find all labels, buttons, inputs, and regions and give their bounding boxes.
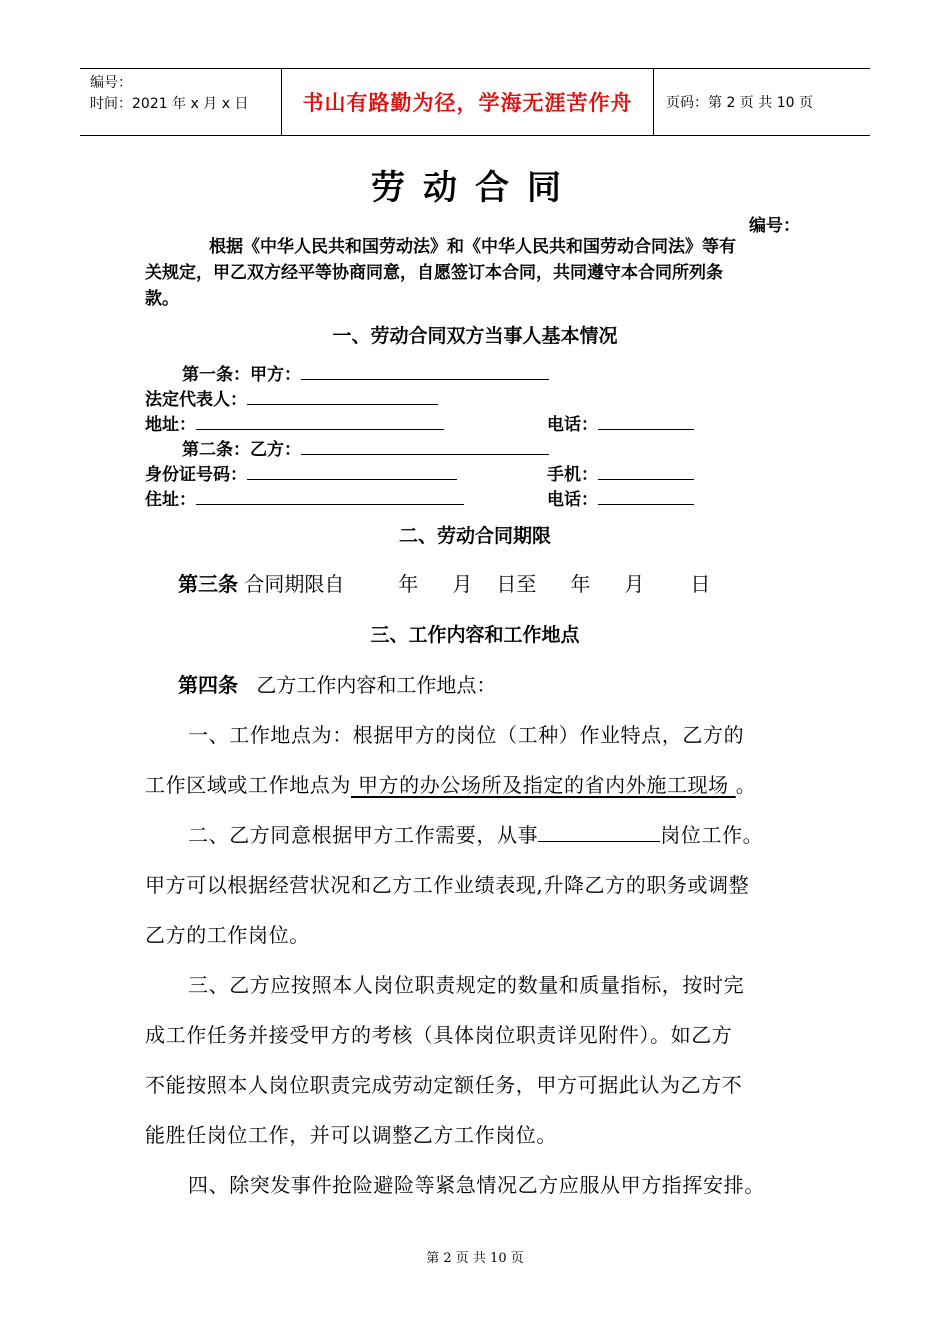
- article-4-label: 第四条: [178, 673, 238, 697]
- clause-3-line-4: 能胜任岗位工作，并可以调整乙方工作岗位。: [145, 1123, 557, 1147]
- clause-2-line-1: [188, 819, 763, 848]
- article-3-label: 第三条: [178, 572, 238, 596]
- address-blank: [196, 413, 444, 430]
- end-year-label: 年: [570, 572, 591, 596]
- legal-rep-field: [145, 385, 438, 410]
- day-to-label: 日至: [496, 572, 537, 596]
- clause-3-line-3: 不能按照本人岗位职责完成劳动定额任务，甲方可据此认为乙方不: [145, 1073, 743, 1097]
- party-a-field: [182, 360, 549, 385]
- article-4-text: 乙方工作内容和工作地点：: [256, 673, 497, 697]
- mobile-field: [547, 460, 694, 485]
- party-b-label: 第二条：乙方：: [182, 440, 301, 460]
- id-number-label: 身份证号码：: [145, 465, 247, 485]
- phone-label: 电话：: [547, 415, 598, 435]
- clause-1-line-2: [145, 769, 756, 798]
- residence-blank: [196, 488, 464, 505]
- end-month-label: 月: [624, 572, 645, 596]
- work-location-value: 甲方的办公场所及指定的省内外施工现场: [351, 773, 736, 797]
- clause-1-suffix: 。: [735, 773, 757, 797]
- header-table: [80, 68, 870, 136]
- party-b-blank: [301, 438, 549, 455]
- intro-line-1: 根据《中华人民共和国劳动法》和《中华人民共和国劳动合同法》等有: [209, 237, 736, 257]
- clause-2-suffix: 岗位工作。: [660, 823, 764, 847]
- mobile-label: 手机：: [547, 465, 598, 485]
- clause-4-line-1: 四、除突发事件抢险避险等紧急情况乙方应服从甲方指挥安排。: [188, 1173, 765, 1197]
- clause-2-prefix: 二、乙方同意根据甲方工作需要，从事: [188, 823, 539, 847]
- end-day-label: 日: [690, 572, 711, 596]
- mobile-blank: [598, 463, 694, 480]
- clause-1-prefix: 工作区域或工作地点为: [145, 773, 351, 797]
- clause-3-line-2: 成工作任务并接受甲方的考核（具体岗位职责详见附件）。如乙方: [145, 1023, 733, 1047]
- start-year-label: 年: [398, 572, 419, 596]
- page-footer: 第 2 页 共 10 页: [426, 1251, 524, 1266]
- document-number-label: 编号：: [749, 216, 800, 236]
- article-3-line: [178, 568, 710, 597]
- clause-2-line-2: 甲方可以根据经营状况和乙方工作业绩表现,升降乙方的职务或调整: [145, 873, 750, 897]
- legal-rep-label: 法定代表人：: [145, 390, 247, 410]
- intro-line-2: 关规定，甲乙双方经平等协商同意，自愿签订本合同，共同遵守本合同所列条: [145, 263, 723, 283]
- clause-1-line-1: 一、工作地点为：根据甲方的岗位（工种）作业特点，乙方的: [188, 723, 745, 747]
- party-a-blank: [301, 363, 549, 380]
- phone2-field: [547, 485, 694, 510]
- intro-line-3: 款。: [145, 289, 179, 309]
- section-3-heading: 三、工作内容和工作地点: [370, 624, 580, 646]
- id-number-blank: [247, 463, 457, 480]
- header-right-cell: [654, 69, 870, 135]
- residence-field: [145, 485, 464, 510]
- header-middle-cell: [282, 69, 654, 135]
- article-4-line: [178, 669, 496, 698]
- legal-rep-blank: [247, 388, 438, 405]
- party-b-field: [182, 435, 549, 460]
- id-number-field: [145, 460, 457, 485]
- phone2-label: 电话：: [547, 490, 598, 510]
- address-label: 地址：: [145, 415, 196, 435]
- intro-paragraph: [145, 234, 805, 312]
- header-left-cell: [80, 69, 282, 135]
- header-motto: 书山有路勤为径，学海无涯苦作舟: [302, 91, 633, 115]
- document-title: 劳动合同: [371, 168, 579, 208]
- clause-2-line-3: 乙方的工作岗位。: [145, 923, 310, 947]
- phone-field: [547, 410, 694, 435]
- phone-blank: [598, 413, 694, 430]
- party-a-label: 第一条：甲方：: [182, 365, 301, 385]
- header-page-info: 页码：第 2 页 共 10 页: [666, 95, 813, 111]
- header-number-label: 编号：: [90, 75, 132, 91]
- residence-label: 住址：: [145, 490, 196, 510]
- position-blank: [538, 823, 660, 842]
- article-3-text: 合同期限自: [244, 572, 345, 596]
- address-field: [145, 410, 444, 435]
- phone2-blank: [598, 488, 694, 505]
- section-2-heading: 二、劳动合同期限: [398, 525, 551, 547]
- header-time-label: 时间：2021 年 x 月 x 日: [90, 96, 249, 112]
- start-month-label: 月: [452, 572, 473, 596]
- section-1-heading: 一、劳动合同双方当事人基本情况: [332, 325, 618, 347]
- clause-3-line-1: 三、乙方应按照本人岗位职责规定的数量和质量指标，按时完: [188, 973, 745, 997]
